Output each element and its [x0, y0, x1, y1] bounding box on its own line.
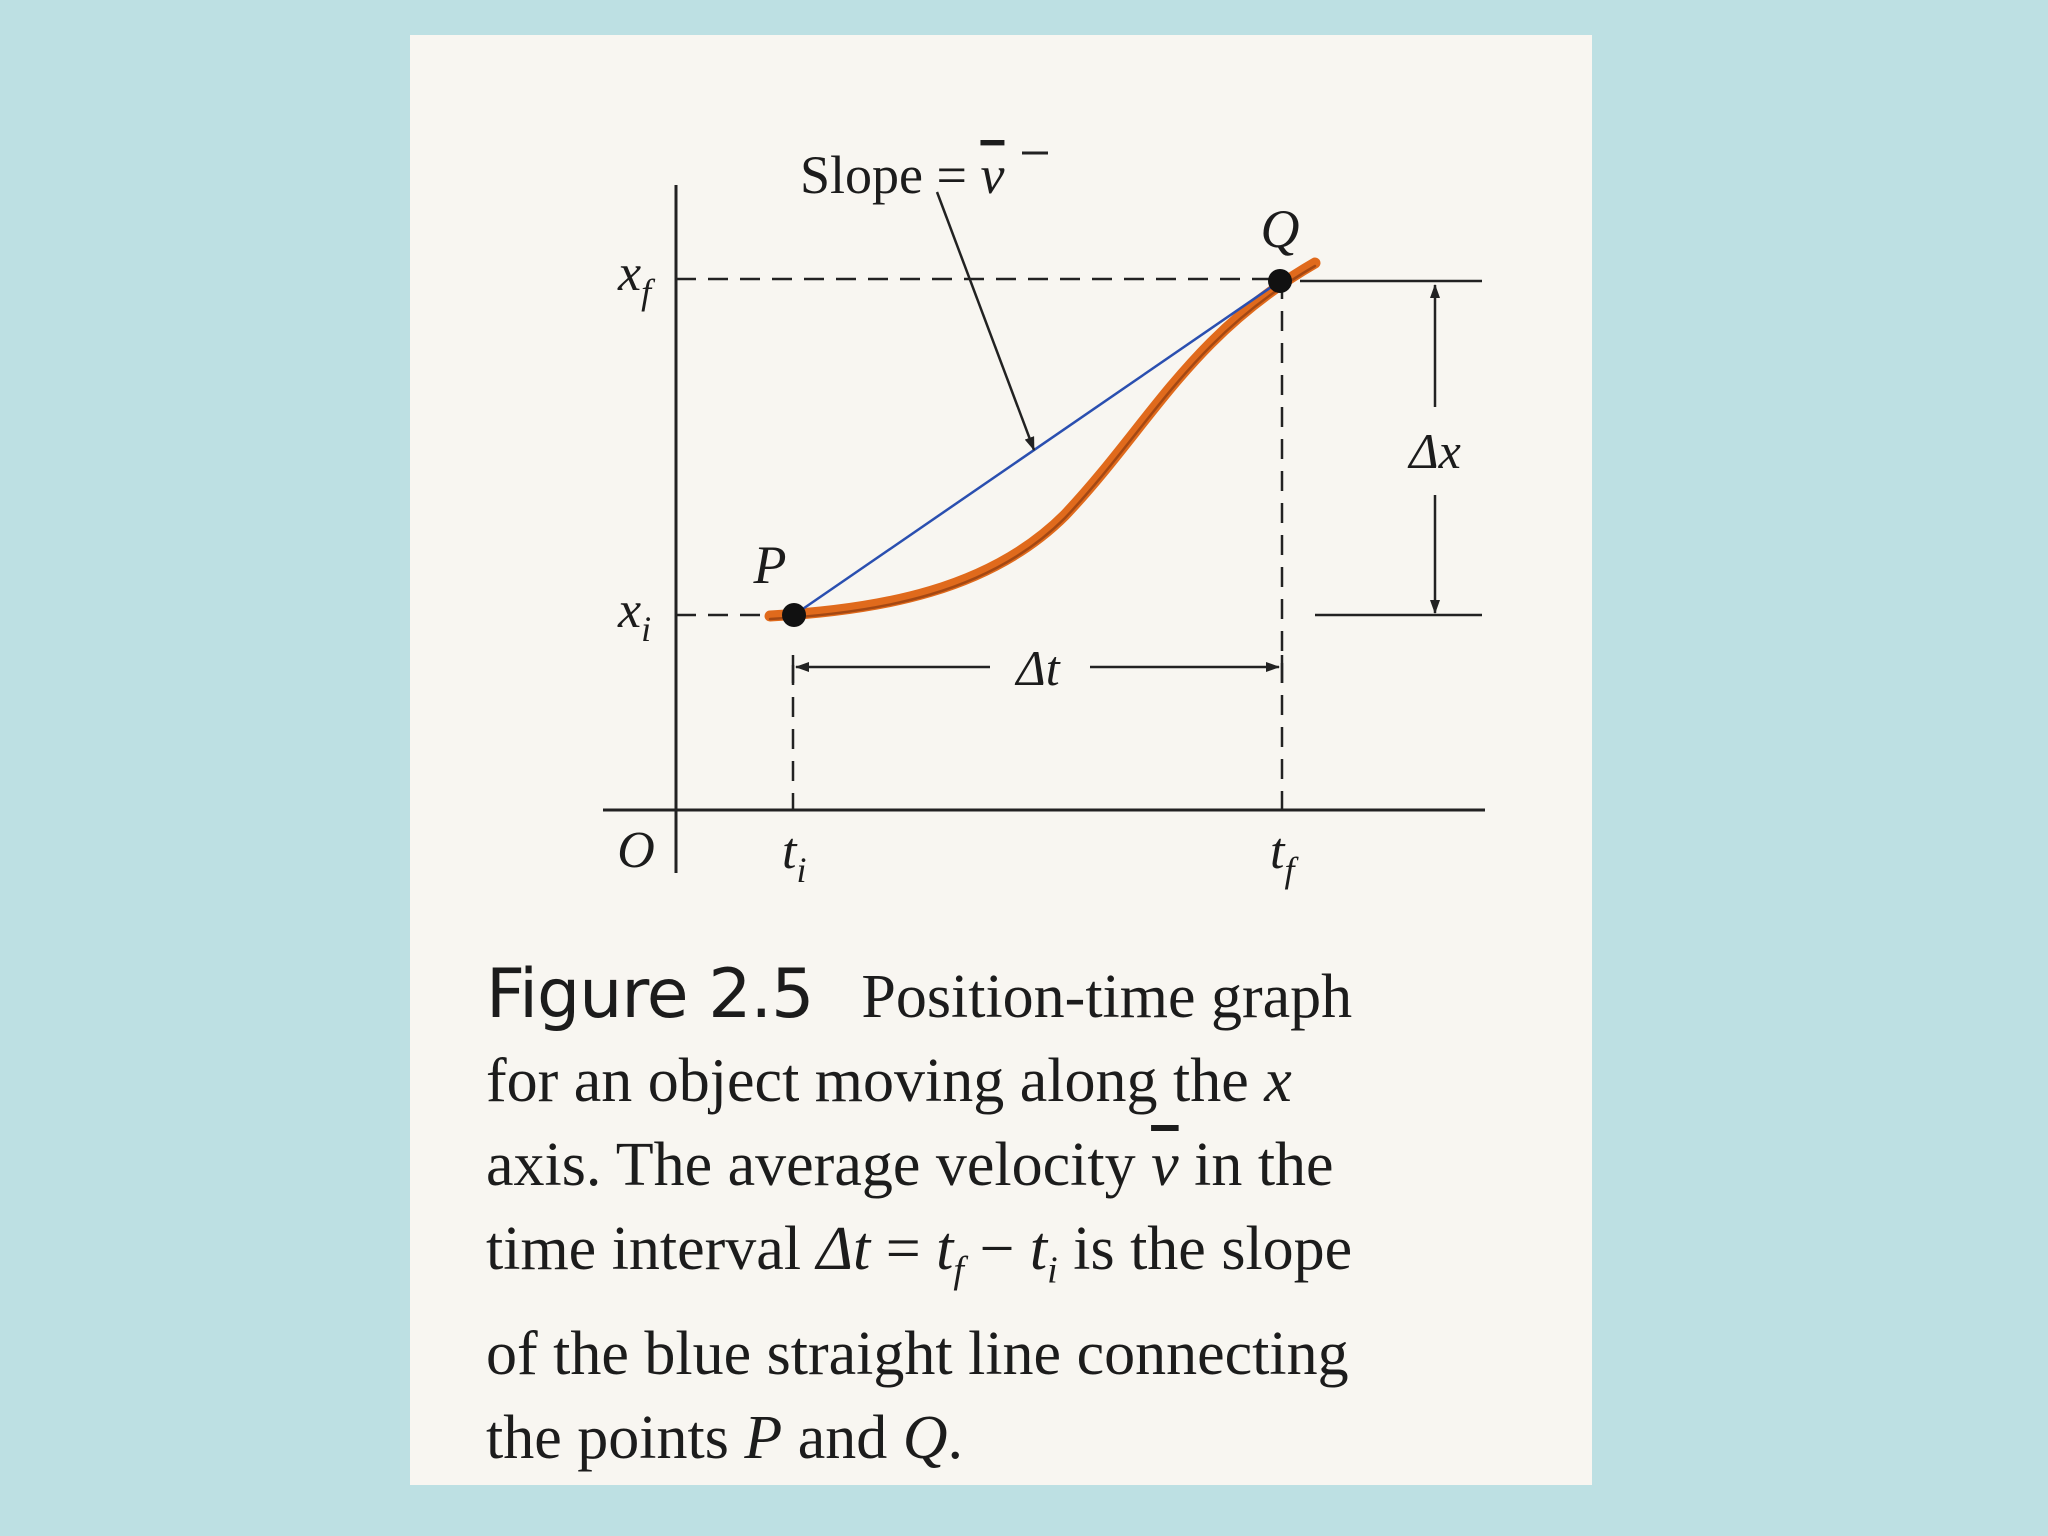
t-f-label: $t_f$: [1270, 823, 1295, 890]
x-i-label: $x_i$: [618, 582, 652, 649]
x-f-label: $x_f$: [618, 245, 652, 312]
caption-line-3: axis. The average velocity $\overline{v}$ in the: [486, 1131, 1334, 1199]
position-time-graph: [410, 35, 1592, 955]
point-p-label: P: [753, 535, 787, 595]
point-q: [1268, 269, 1292, 293]
slope-label: Slope = v: [800, 145, 1005, 205]
figure-caption: [486, 953, 1596, 1480]
caption-line-2: for an object moving along the x: [486, 1047, 1292, 1115]
caption-line-5: of the blue straight line connecting: [486, 1320, 1349, 1389]
point-q-label: Q: [1260, 199, 1300, 259]
average-velocity-chord: [794, 281, 1280, 615]
point-p: [782, 603, 806, 627]
caption-line-1: Figure 2.5 Position-time graph: [486, 955, 1353, 1034]
figure-number: Figure 2.5: [486, 955, 814, 1034]
delta-t-label: Δt: [1016, 640, 1060, 696]
delta-x-label: Δx: [1409, 423, 1461, 479]
caption-line-6: the points P and Q.: [486, 1404, 964, 1473]
figure-card: [410, 35, 1592, 1485]
origin-label: O: [617, 822, 655, 879]
position-curve: [770, 263, 1315, 616]
caption-line-4: time interval $\Delta t = t_f - t_i$ is the slope: [486, 1215, 1353, 1292]
t-i-label: $t_i$: [782, 823, 807, 890]
slope-pointer-arrow: [937, 192, 1034, 450]
